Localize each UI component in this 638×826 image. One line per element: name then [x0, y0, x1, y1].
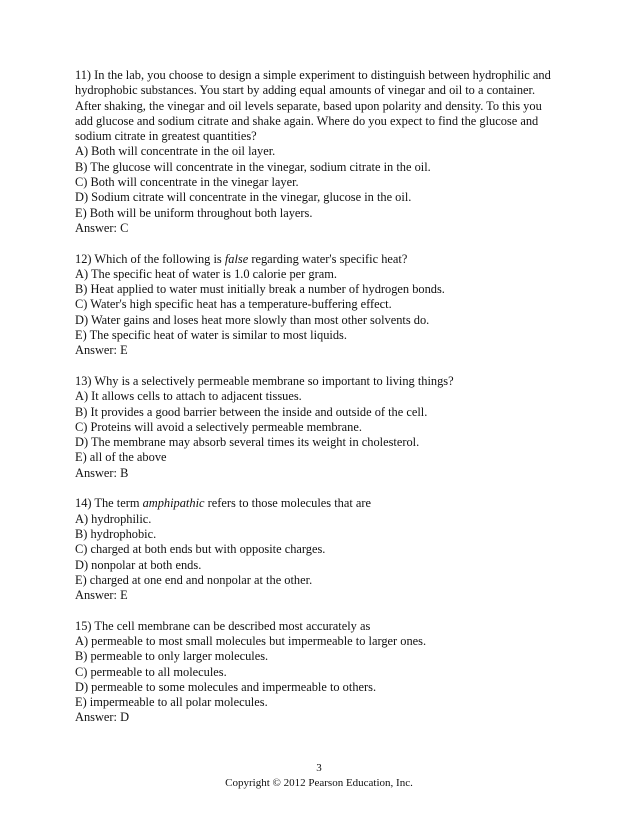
answer-option-c: C) Both will concentrate in the vinegar layer. — [75, 175, 299, 190]
question-11 — [75, 68, 575, 236]
answer-option-d: D) The membrane may absorb several times its weight in cholesterol. — [75, 435, 420, 450]
answer-key: Answer: D — [75, 710, 130, 725]
answer-option-c: C) permeable to all molecules. — [75, 664, 227, 679]
page-number: 3 — [316, 762, 322, 774]
stem-emphasis: amphipathic — [142, 496, 205, 511]
answer-option-c: C) Water's high specific heat has a temperature-buffering effect. — [75, 297, 392, 312]
answer-option-b: B) Heat applied to water must initially break a number of hydrogen bonds. — [75, 282, 445, 297]
question-stem — [75, 252, 575, 267]
question-stem-line: 11) In the lab, you choose to design a simple experiment to distinguish between hydrophilic and — [75, 68, 551, 82]
answer-option-a: A) hydrophilic. — [75, 511, 152, 526]
answer-option-b: B) hydrophobic. — [75, 526, 157, 541]
question-stem: 13) Why is a selectively permeable membrane so important to living things? — [75, 373, 454, 388]
copyright-notice: Copyright © 2012 Pearson Education, Inc. — [225, 777, 413, 789]
answer-key: Answer: E — [75, 343, 128, 358]
answer-option-d: D) Water gains and loses heat more slowly than most other solvents do. — [75, 312, 430, 327]
question-stem: 15) The cell membrane can be described most accurately as — [75, 618, 371, 633]
stem-text-pre: 12) Which of the following is — [75, 251, 225, 266]
question-14 — [75, 496, 575, 603]
question-stem-line: After shaking, the vinegar and oil levels separate, based upon polarity and density. To this you — [75, 98, 542, 113]
answer-option-b: B) permeable to only larger molecules. — [75, 649, 269, 664]
answer-key: Answer: E — [75, 588, 128, 603]
stem-text-post: regarding water's specific heat? — [248, 251, 408, 266]
question-stem — [75, 496, 575, 511]
answer-option-e: E) impermeable to all polar molecules. — [75, 695, 268, 710]
answer-key: Answer: B — [75, 465, 129, 480]
answer-option-d: D) permeable to some molecules and impermeable to others. — [75, 679, 377, 694]
answer-key: Answer: C — [75, 220, 129, 235]
answer-option-e: E) charged at one end and nonpolar at the other. — [75, 572, 313, 587]
question-stem-line: add glucose and sodium citrate and shake again. Where do you expect to find the glucose and — [75, 113, 539, 128]
stem-emphasis: false — [224, 251, 249, 266]
answer-option-b: B) The glucose will concentrate in the vinegar, sodium citrate in the oil. — [75, 159, 431, 174]
answer-option-a: A) Both will concentrate in the oil layer. — [75, 144, 276, 159]
answer-option-e: E) The specific heat of water is similar to most liquids. — [75, 328, 347, 343]
question-12 — [75, 252, 575, 359]
stem-text-post: refers to those molecules that are — [204, 496, 372, 511]
question-stem-line: sodium citrate in greatest quantities? — [75, 129, 257, 144]
answer-option-d: D) Sodium citrate will concentrate in the vinegar, glucose in the oil. — [75, 190, 412, 205]
answer-option-c: C) Proteins will avoid a selectively permeable membrane. — [75, 419, 362, 434]
question-stem-line: hydrophobic substances. You start by adding equal amounts of vinegar and oil to a container. — [75, 83, 536, 98]
answer-option-a: A) The specific heat of water is 1.0 calorie per gram. — [75, 266, 337, 281]
question-15 — [75, 619, 575, 726]
answer-option-d: D) nonpolar at both ends. — [75, 557, 202, 572]
answer-option-a: A) It allows cells to attach to adjacent tissues. — [75, 389, 302, 404]
answer-option-a: A) permeable to most small molecules but impermeable to larger ones. — [75, 633, 427, 648]
question-13 — [75, 374, 575, 481]
answer-option-e: E) all of the above — [75, 450, 167, 465]
answer-option-b: B) It provides a good barrier between the inside and outside of the cell. — [75, 404, 428, 419]
stem-text-pre: 14) The term — [75, 496, 143, 511]
answer-option-e: E) Both will be uniform throughout both layers. — [75, 205, 313, 220]
document-body — [75, 68, 575, 741]
answer-option-c: C) charged at both ends but with opposite charges. — [75, 542, 326, 557]
